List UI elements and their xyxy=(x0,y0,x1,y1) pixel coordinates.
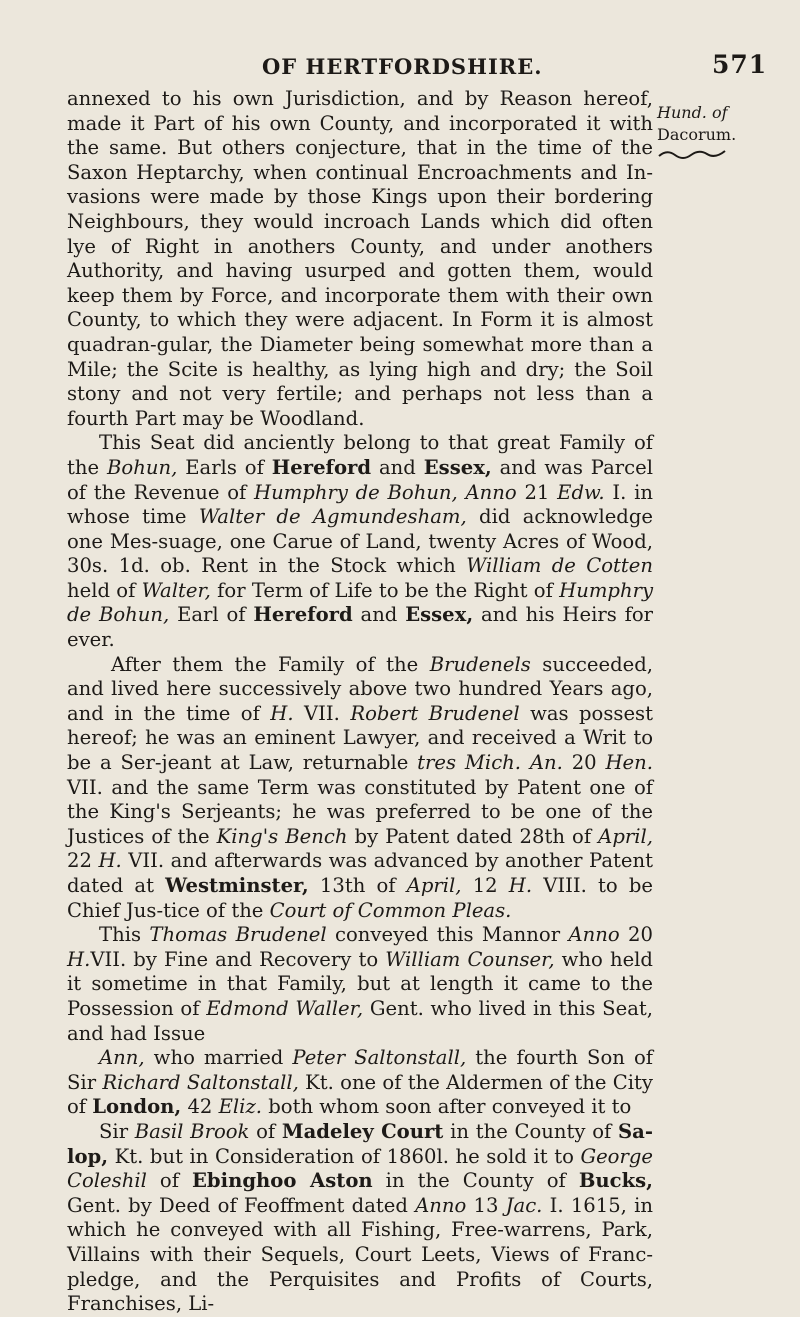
text-run: Humphry de Bohun, xyxy=(67,578,654,627)
text-run: succeeded, and lived here successively above two hundred Years ago, and in the time of xyxy=(67,652,653,725)
text-run: Basil Brook xyxy=(134,1119,250,1143)
text-run: After them the Family of the xyxy=(111,652,430,676)
text-run: Walter, xyxy=(141,578,211,602)
text-run: April, xyxy=(598,824,653,848)
text-run: Kt. one of the Aldermen of the City of xyxy=(67,1070,653,1119)
text-run: This xyxy=(99,923,150,947)
text-run: George Coleshil xyxy=(67,1144,653,1193)
text-run: Anno xyxy=(415,1193,467,1217)
text-run: 20 xyxy=(562,751,606,775)
text-run: was possest hereof; he was an eminent Lawyer, and received a Writ to be a Ser-jeant at Law, returnable xyxy=(67,701,653,775)
text-run: Sir xyxy=(99,1119,135,1143)
text-run: and xyxy=(371,455,424,479)
text-run: Sa-lop, xyxy=(67,1119,653,1168)
text-run: Essex, xyxy=(423,455,492,479)
text-run: Bohun, xyxy=(107,455,178,479)
text-run: H. xyxy=(270,701,294,725)
text-run: 21 xyxy=(516,480,558,504)
text-run: Humphry de Bohun, Anno xyxy=(254,480,517,504)
paragraph-6 xyxy=(67,1120,653,1317)
text-run: Bucks, xyxy=(578,1169,653,1193)
running-head: OF HERTFORDSHIRE. xyxy=(262,54,543,79)
text-run: Gent. who lived in this Seat, and had Issue xyxy=(67,996,653,1045)
text-run: Walter de Agmundesham, xyxy=(198,505,467,529)
text-run: Ann, xyxy=(99,1046,145,1070)
text-run: 42 xyxy=(181,1095,219,1119)
text-run: VII. and afterwards was advanced by another Patent dated at xyxy=(67,849,653,897)
text-run: April, xyxy=(406,874,462,897)
text-run: Eliz. xyxy=(218,1095,262,1119)
text-run: William de Cotten xyxy=(466,554,654,578)
text-run: did acknowledge one Mes-suage, one Carue of Land, twenty Acres of Wood, 30s. 1d. ob. Rent in the Stock which xyxy=(67,505,653,578)
text-run: Earl of xyxy=(169,603,254,627)
text-run: William Counser, xyxy=(385,947,555,971)
text-run: 13 xyxy=(466,1193,506,1217)
text-run: London, xyxy=(92,1095,182,1119)
margin-note-line1: Hund. of xyxy=(657,103,728,122)
margin-note xyxy=(657,102,789,160)
text-run: Edw. xyxy=(557,480,605,504)
paragraph-3 xyxy=(67,653,653,924)
text-run: Thomas Brudenel xyxy=(149,923,327,947)
text-run: in the County of xyxy=(372,1169,579,1193)
text-run: conveyed this Mannor xyxy=(326,923,569,947)
text-run: and was Parcel of the Revenue of xyxy=(67,455,653,504)
text-run: in the County of xyxy=(443,1119,618,1143)
text-run: Hen. xyxy=(605,751,653,775)
text-run: Richard Saltonstall, xyxy=(102,1070,299,1094)
body-text xyxy=(67,87,653,1317)
text-run: annexed to his own Jurisdiction, and by Reason hereof, made it Part of his own County, and incorporated it with the same. But others conjecture, that in the time of the Saxon Heptarchy, when continual Encroachments and In-vasions were made by those Kings upon their bordering Neighbours, they would incroach Lands which did often lye of Right in anothers County, and under anothers Authority, and having usurped and gotten them, would keep them by Force, and incorporate them with their own County, to which they were adjacent. In Form it is almost quadran-gular, the Diameter being somewhat more than a Mile; the Scite is healthy, as lying high and dry; the Soil stony and not very fertile; and perhaps not less than a fourth Part may be Woodland. xyxy=(67,87,653,430)
text-run: 20 xyxy=(619,923,653,947)
text-run: and xyxy=(352,603,406,627)
text-run: who held it sometime in that Family, but at length it came to the Possession of xyxy=(67,947,653,1020)
text-run: H. xyxy=(508,874,533,897)
text-run: 22 xyxy=(67,849,99,873)
text-run: Madeley Court xyxy=(281,1119,444,1143)
text-run: for Term of Life to be the Right of xyxy=(210,578,560,602)
text-run: Westminster, xyxy=(165,874,309,897)
text-run: H. xyxy=(98,849,122,873)
text-run: VII. xyxy=(293,701,351,725)
text-run: Edmond Waller, xyxy=(206,996,364,1020)
text-run: Court of Common Pleas. xyxy=(269,898,512,922)
text-run: and his Heirs for ever. xyxy=(67,603,654,652)
text-run: VII. and the same Term was constituted by Patent one of the King's Serjeants; he was preferred to be one of the Justices of the xyxy=(67,775,653,848)
text-run: VII. by Fine and Recovery to xyxy=(90,947,386,971)
text-run: by Patent dated 28th of xyxy=(347,824,599,848)
text-run: Robert Brudenel xyxy=(350,701,520,725)
text-run: Kt. but in Consideration of 1860l. he sold it to xyxy=(108,1144,581,1168)
text-run: VIII. to be Chief Jus-tice of the xyxy=(67,874,654,922)
text-run: who married xyxy=(144,1046,293,1070)
text-run: 12 xyxy=(461,874,509,897)
text-run: held of xyxy=(67,578,142,602)
text-run: of xyxy=(249,1119,282,1143)
text-run: Peter Saltonstall, xyxy=(292,1046,467,1070)
text-run: I. in whose time xyxy=(67,480,654,529)
paragraph-2 xyxy=(67,431,653,652)
text-run: both whom soon after conveyed it to xyxy=(262,1095,632,1119)
text-run: I. 1615, in which he conveyed with all Fishing, Free-warrens, Park, Villains with their Sequels, Court Leets, Views of Franc-pledge, and the Perquisites and Profits of Courts, Franchises, Li- xyxy=(67,1193,654,1316)
text-run: of xyxy=(146,1169,192,1193)
page-number: 571 xyxy=(712,50,768,79)
text-run: Jac. xyxy=(505,1193,543,1217)
paragraph-1 xyxy=(67,87,653,431)
text-run: the fourth Son of Sir xyxy=(67,1046,654,1094)
text-run: Essex, xyxy=(405,603,474,627)
paragraph-4 xyxy=(67,923,653,1046)
text-run: This Seat did anciently belong to that great Family of the xyxy=(67,431,653,479)
text-run: Earls of xyxy=(177,455,272,479)
text-run: Gent. by Deed of Feoffment dated xyxy=(67,1193,416,1217)
text-run: Anno xyxy=(568,923,620,947)
text-run: Hereford xyxy=(271,455,372,479)
text-run: King's Bench xyxy=(216,824,348,848)
text-run: 13th of xyxy=(308,874,407,897)
text-run: tres Mich. An. xyxy=(417,751,563,775)
text-run: Ebinghoo Aston xyxy=(192,1169,373,1193)
flourish-ornament-icon xyxy=(657,148,727,160)
paragraph-5 xyxy=(67,1046,653,1120)
margin-note-line2: Dacorum. xyxy=(657,125,737,144)
text-run: Brudenels xyxy=(429,652,531,676)
text-run: Hereford xyxy=(253,603,353,627)
text-run: H. xyxy=(67,947,91,971)
